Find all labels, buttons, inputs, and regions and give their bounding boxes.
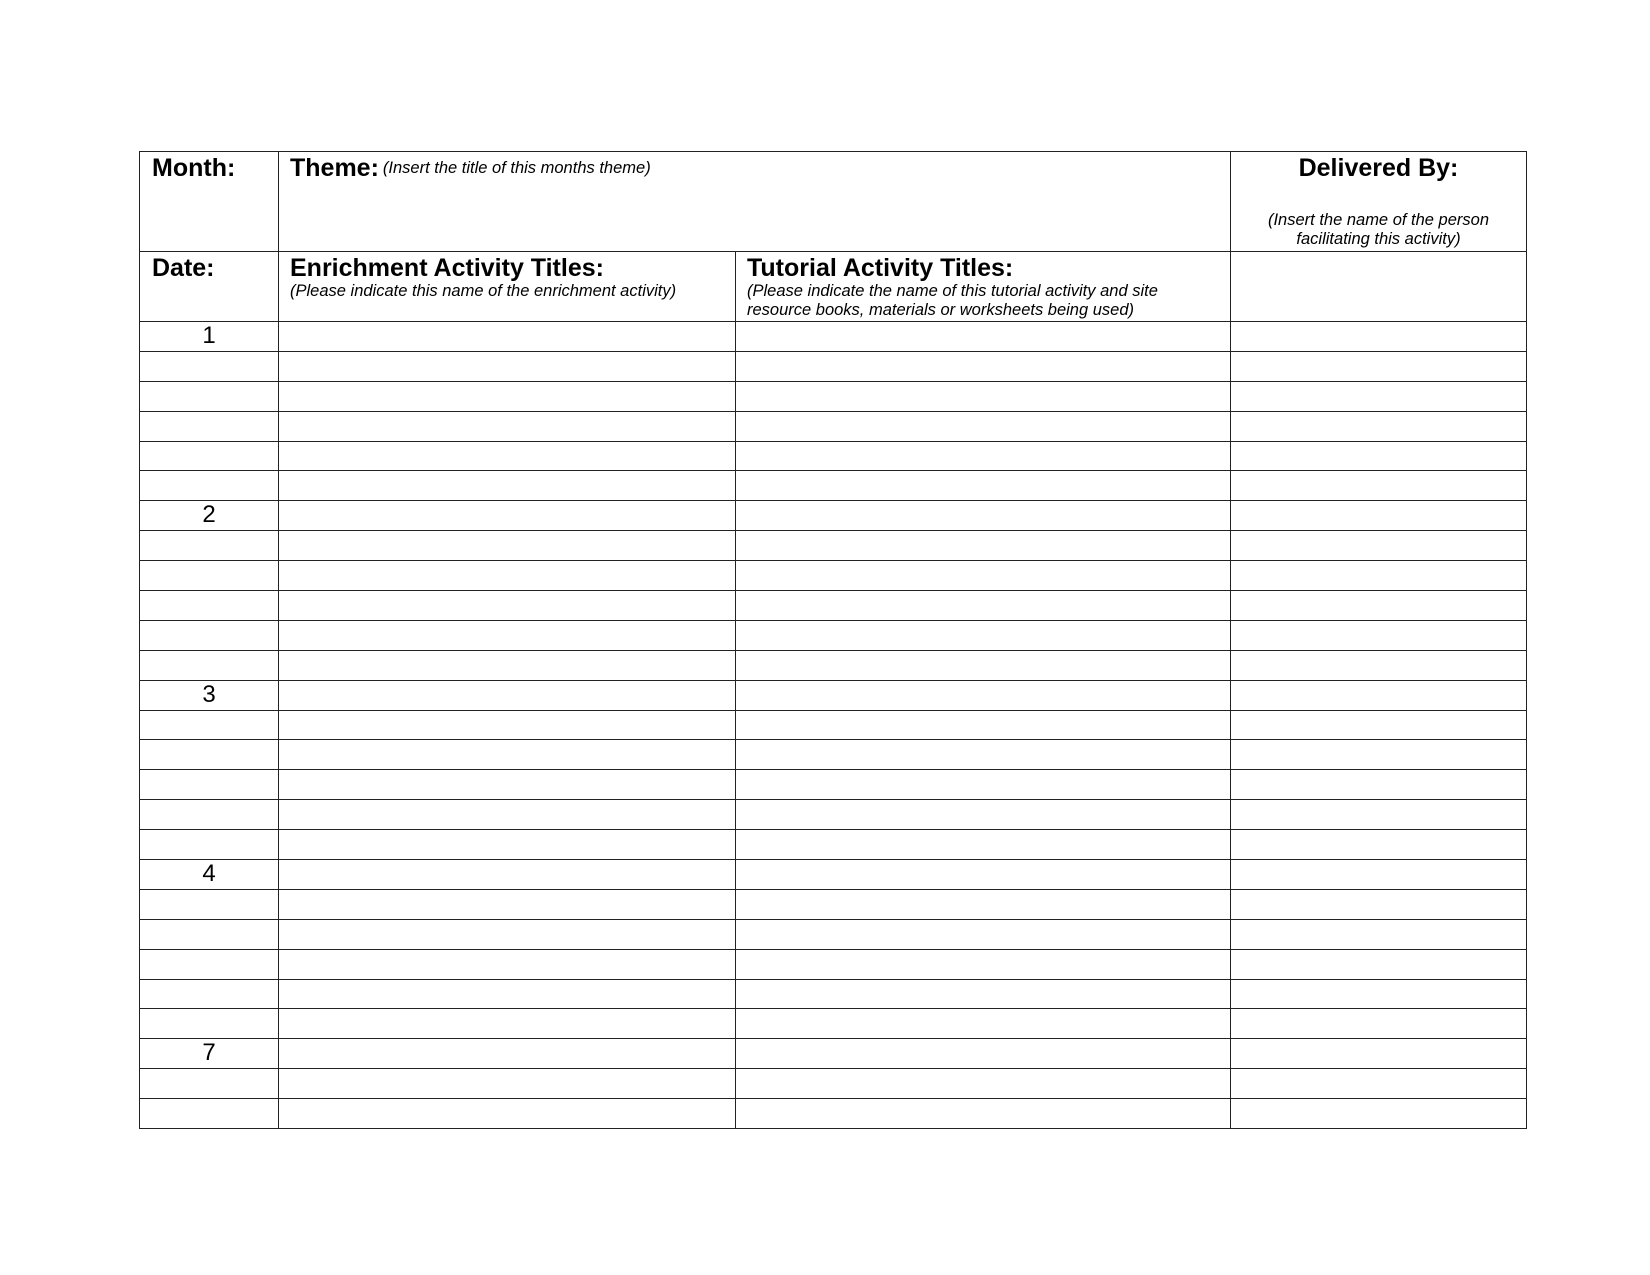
enrichment-hint: (Please indicate this name of the enrichment activity) bbox=[290, 282, 677, 300]
theme-label: Theme: bbox=[290, 154, 379, 182]
date-cell[interactable] bbox=[140, 830, 279, 860]
enrichment-activity-cell[interactable] bbox=[279, 441, 736, 471]
tutorial-activity-cell[interactable] bbox=[736, 800, 1231, 830]
tutorial-header-cell bbox=[736, 252, 1231, 322]
table-row bbox=[140, 770, 1527, 800]
tutorial-activity-cell[interactable] bbox=[736, 949, 1231, 979]
enrichment-activity-cell[interactable] bbox=[279, 322, 736, 352]
activity-planner-table bbox=[139, 151, 1527, 1129]
delivered-by-cell[interactable] bbox=[1231, 740, 1527, 770]
delivered-by-cell[interactable] bbox=[1231, 620, 1527, 650]
date-value: 1 bbox=[202, 322, 216, 349]
delivered-by-cell[interactable] bbox=[1231, 1009, 1527, 1039]
enrichment-activity-cell[interactable] bbox=[279, 770, 736, 800]
delivered-by-cell[interactable] bbox=[1231, 411, 1527, 441]
date-cell[interactable] bbox=[140, 441, 279, 471]
date-cell[interactable] bbox=[140, 411, 279, 441]
enrichment-activity-cell[interactable] bbox=[279, 1069, 736, 1099]
delivered-by-cell[interactable] bbox=[1231, 471, 1527, 501]
enrichment-activity-cell[interactable] bbox=[279, 680, 736, 710]
table-row bbox=[140, 531, 1527, 561]
date-cell[interactable] bbox=[140, 561, 279, 591]
date-cell[interactable] bbox=[140, 620, 279, 650]
table-row bbox=[140, 710, 1527, 740]
tutorial-activity-cell[interactable] bbox=[736, 710, 1231, 740]
enrichment-activity-cell[interactable] bbox=[279, 1009, 736, 1039]
table-row bbox=[140, 441, 1527, 471]
date-cell[interactable] bbox=[140, 949, 279, 979]
date-cell[interactable] bbox=[140, 1099, 279, 1129]
date-cell[interactable] bbox=[140, 860, 279, 890]
enrichment-activity-cell[interactable] bbox=[279, 620, 736, 650]
date-header-cell bbox=[140, 252, 279, 322]
table-row bbox=[140, 620, 1527, 650]
delivered-by-cell[interactable] bbox=[1231, 830, 1527, 860]
tutorial-activity-cell[interactable] bbox=[736, 351, 1231, 381]
date-cell[interactable] bbox=[140, 979, 279, 1009]
date-cell[interactable] bbox=[140, 710, 279, 740]
enrichment-activity-cell[interactable] bbox=[279, 979, 736, 1009]
table-row bbox=[140, 860, 1527, 890]
table-row bbox=[140, 800, 1527, 830]
date-cell[interactable] bbox=[140, 322, 279, 352]
table-row bbox=[140, 351, 1527, 381]
tutorial-activity-cell[interactable] bbox=[736, 770, 1231, 800]
enrichment-header-cell bbox=[279, 252, 736, 322]
table-row bbox=[140, 1069, 1527, 1099]
date-cell[interactable] bbox=[140, 800, 279, 830]
tutorial-activity-cell[interactable] bbox=[736, 322, 1231, 352]
enrichment-activity-cell[interactable] bbox=[279, 351, 736, 381]
date-cell[interactable] bbox=[140, 1069, 279, 1099]
enrichment-activity-cell[interactable] bbox=[279, 860, 736, 890]
header-row-month-theme bbox=[140, 152, 1527, 252]
enrichment-activity-cell[interactable] bbox=[279, 471, 736, 501]
table-row bbox=[140, 830, 1527, 860]
enrichment-activity-cell[interactable] bbox=[279, 740, 736, 770]
header-row-columns bbox=[140, 252, 1527, 322]
enrichment-activity-cell[interactable] bbox=[279, 800, 736, 830]
enrichment-activity-cell[interactable] bbox=[279, 411, 736, 441]
date-cell[interactable] bbox=[140, 501, 279, 531]
delivered-by-cell[interactable] bbox=[1231, 800, 1527, 830]
date-cell[interactable] bbox=[140, 591, 279, 621]
date-cell[interactable] bbox=[140, 680, 279, 710]
table-row bbox=[140, 740, 1527, 770]
delivered-by-cell[interactable] bbox=[1231, 949, 1527, 979]
tutorial-activity-cell[interactable] bbox=[736, 441, 1231, 471]
delivered-by-cell[interactable] bbox=[1231, 1069, 1527, 1099]
delivered-by-cell[interactable] bbox=[1231, 710, 1527, 740]
tutorial-activity-cell[interactable] bbox=[736, 411, 1231, 441]
enrichment-activity-cell[interactable] bbox=[279, 949, 736, 979]
table-row bbox=[140, 381, 1527, 411]
date-value: 4 bbox=[202, 860, 216, 888]
activity-planner-sheet bbox=[139, 151, 1526, 1129]
table-row bbox=[140, 411, 1527, 441]
tutorial-activity-cell[interactable] bbox=[736, 740, 1231, 770]
date-cell[interactable] bbox=[140, 531, 279, 561]
delivered-by-cell[interactable] bbox=[1231, 531, 1527, 561]
date-cell[interactable] bbox=[140, 381, 279, 411]
enrichment-activity-cell[interactable] bbox=[279, 381, 736, 411]
delivered-by-cell[interactable] bbox=[1231, 591, 1527, 621]
table-row bbox=[140, 650, 1527, 680]
date-label: Date: bbox=[152, 254, 215, 282]
delivered-by-cell[interactable] bbox=[1231, 979, 1527, 1009]
enrichment-label: Enrichment Activity Titles: bbox=[290, 254, 604, 282]
delivered-by-cell[interactable] bbox=[1231, 381, 1527, 411]
date-cell[interactable] bbox=[140, 740, 279, 770]
enrichment-activity-cell[interactable] bbox=[279, 501, 736, 531]
date-cell[interactable] bbox=[140, 889, 279, 919]
month-cell[interactable] bbox=[140, 152, 279, 252]
table-row bbox=[140, 1099, 1527, 1129]
delivered-by-cell[interactable] bbox=[1231, 770, 1527, 800]
delivered-by-cell[interactable] bbox=[1231, 441, 1527, 471]
delivered-by-header-cell bbox=[1231, 152, 1527, 252]
delivered-by-cell[interactable] bbox=[1231, 322, 1527, 352]
delivered-by-cell[interactable] bbox=[1231, 1099, 1527, 1129]
date-cell[interactable] bbox=[140, 650, 279, 680]
tutorial-activity-cell[interactable] bbox=[736, 1099, 1231, 1129]
enrichment-activity-cell[interactable] bbox=[279, 710, 736, 740]
table-row bbox=[140, 591, 1527, 621]
delivered-by-label: Delivered By: bbox=[1298, 154, 1459, 182]
enrichment-activity-cell[interactable] bbox=[279, 591, 736, 621]
table-row bbox=[140, 1009, 1527, 1039]
enrichment-activity-cell[interactable] bbox=[279, 830, 736, 860]
tutorial-activity-cell[interactable] bbox=[736, 381, 1231, 411]
enrichment-activity-cell[interactable] bbox=[279, 561, 736, 591]
tutorial-activity-cell[interactable] bbox=[736, 1009, 1231, 1039]
tutorial-activity-cell[interactable] bbox=[736, 471, 1231, 501]
table-row bbox=[140, 949, 1527, 979]
tutorial-activity-cell[interactable] bbox=[736, 919, 1231, 949]
tutorial-activity-cell[interactable] bbox=[736, 561, 1231, 591]
date-cell[interactable] bbox=[140, 1039, 279, 1069]
table-row bbox=[140, 1039, 1527, 1069]
tutorial-activity-cell[interactable] bbox=[736, 531, 1231, 561]
date-cell[interactable] bbox=[140, 919, 279, 949]
delivered-by-cell[interactable] bbox=[1231, 680, 1527, 710]
delivered-by-cell[interactable] bbox=[1231, 561, 1527, 591]
tutorial-activity-cell[interactable] bbox=[736, 680, 1231, 710]
delivered-by-cell[interactable] bbox=[1231, 919, 1527, 949]
table-row bbox=[140, 680, 1527, 710]
delivered-by-hint: (Insert the name of the person facilitating this activity) bbox=[1267, 211, 1490, 248]
enrichment-activity-cell[interactable] bbox=[279, 919, 736, 949]
table-row bbox=[140, 919, 1527, 949]
tutorial-label: Tutorial Activity Titles: bbox=[747, 254, 1014, 282]
delivered-by-column-header-cell bbox=[1231, 252, 1527, 322]
date-cell[interactable] bbox=[140, 471, 279, 501]
tutorial-activity-cell[interactable] bbox=[736, 830, 1231, 860]
theme-hint: (Insert the title of this months theme) bbox=[382, 159, 651, 177]
delivered-by-cell[interactable] bbox=[1231, 650, 1527, 680]
delivered-by-cell[interactable] bbox=[1231, 351, 1527, 381]
date-cell[interactable] bbox=[140, 351, 279, 381]
table-row bbox=[140, 979, 1527, 1009]
table-row bbox=[140, 322, 1527, 352]
tutorial-activity-cell[interactable] bbox=[736, 1039, 1231, 1069]
date-cell[interactable] bbox=[140, 770, 279, 800]
theme-cell[interactable] bbox=[279, 152, 1231, 252]
delivered-by-cell[interactable] bbox=[1231, 1039, 1527, 1069]
tutorial-activity-cell[interactable] bbox=[736, 620, 1231, 650]
tutorial-hint: (Please indicate the name of this tutorial activity and site resource books, materials or worksheets being used) bbox=[747, 282, 1158, 319]
tutorial-activity-cell[interactable] bbox=[736, 979, 1231, 1009]
date-cell[interactable] bbox=[140, 1009, 279, 1039]
tutorial-activity-cell[interactable] bbox=[736, 591, 1231, 621]
tutorial-activity-cell[interactable] bbox=[736, 650, 1231, 680]
enrichment-activity-cell[interactable] bbox=[279, 531, 736, 561]
month-label: Month: bbox=[152, 154, 236, 182]
delivered-by-cell[interactable] bbox=[1231, 860, 1527, 890]
enrichment-activity-cell[interactable] bbox=[279, 1039, 736, 1069]
enrichment-activity-cell[interactable] bbox=[279, 650, 736, 680]
delivered-by-cell[interactable] bbox=[1231, 889, 1527, 919]
date-value: 2 bbox=[202, 501, 216, 529]
table-row bbox=[140, 889, 1527, 919]
tutorial-activity-cell[interactable] bbox=[736, 1069, 1231, 1099]
tutorial-activity-cell[interactable] bbox=[736, 860, 1231, 890]
delivered-by-cell[interactable] bbox=[1231, 501, 1527, 531]
tutorial-activity-cell[interactable] bbox=[736, 501, 1231, 531]
table-row bbox=[140, 471, 1527, 501]
date-value: 3 bbox=[202, 680, 216, 708]
date-value: 7 bbox=[202, 1039, 216, 1067]
table-row bbox=[140, 501, 1527, 531]
tutorial-activity-cell[interactable] bbox=[736, 889, 1231, 919]
table-row bbox=[140, 561, 1527, 591]
enrichment-activity-cell[interactable] bbox=[279, 1099, 736, 1129]
enrichment-activity-cell[interactable] bbox=[279, 889, 736, 919]
